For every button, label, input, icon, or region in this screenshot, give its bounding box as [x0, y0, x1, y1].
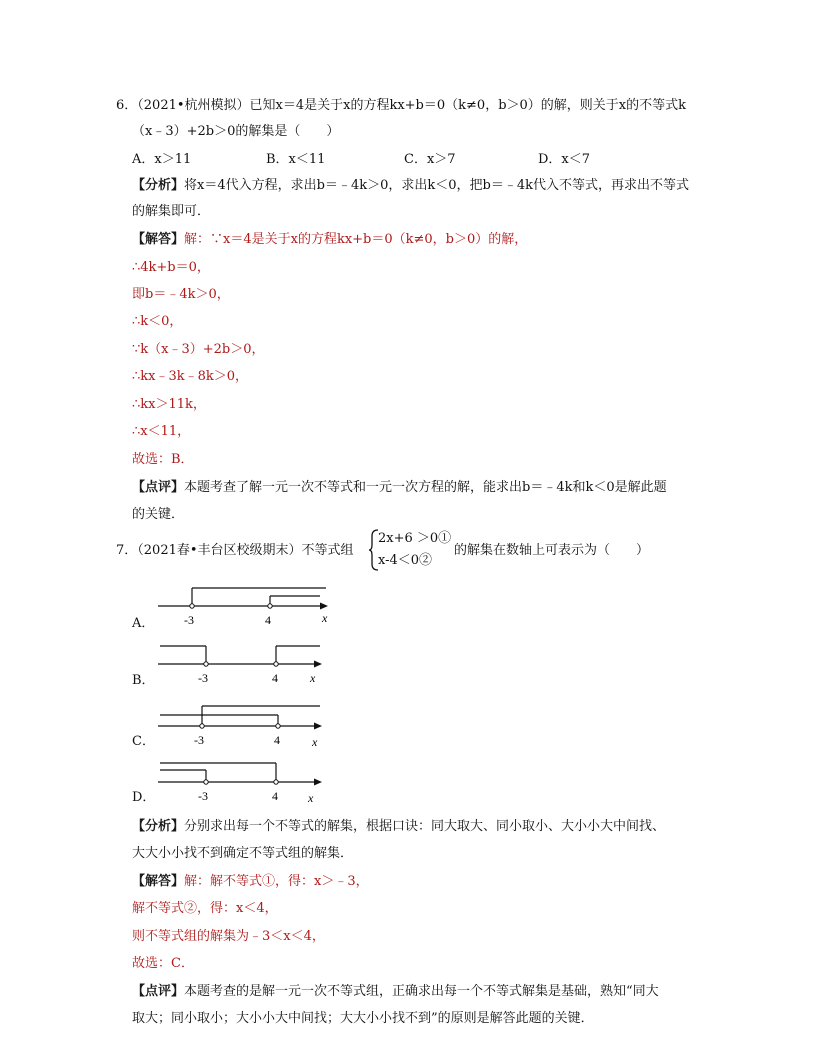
q6-answer-line-1: ∴4k+b＝0，: [132, 260, 210, 275]
tick-label-right: 4: [274, 733, 280, 747]
axis-label: x: [310, 671, 316, 685]
q6-analysis-text-1: 将x＝4代入方程，求出b＝﹣4k＞0，求出k＜0，把b＝﹣4k代入不等式，再求出不等式: [184, 178, 689, 193]
q6-analysis-line2: 的解集即可．: [132, 204, 211, 219]
tick-label-left: -3: [194, 733, 204, 747]
q6-answer-line-2: 即b＝﹣4k＞0，: [132, 287, 230, 302]
q6-answer-line-8: 故选：B．: [132, 452, 194, 467]
point-right: [268, 604, 272, 608]
q7-comment-line2: 取大；同小取小；大小小大中间找；大大小小找不到”的原则是解答此题的关键．: [132, 1011, 594, 1026]
analysis-tag: 【分析】: [132, 819, 185, 834]
tick-label-right: 4: [272, 789, 278, 803]
q6-option-a: A．x＞11: [132, 152, 192, 167]
q7-answer-line-2: 则不等式组的解集为﹣3＜x＜4，: [132, 929, 325, 944]
q7-option-d-letter: D．: [132, 790, 156, 805]
q7-option-c-letter: C．: [132, 734, 155, 749]
q7-stem-pre: 7．（2021春•丰台区校级期末）不等式组: [116, 543, 354, 558]
q7-comment: [132, 982, 659, 1002]
q7-stem-post: 的解集在数轴上可表示为（ ）: [454, 543, 650, 558]
q6-answer-line-0: [132, 230, 527, 250]
comment-tag: 【点评】: [132, 480, 185, 495]
q7-analysis-text-1: 分别求出每一个不等式的解集，根据口诀：同大取大、同小取小、大小小大中间找、: [184, 819, 666, 834]
point-left: [204, 662, 208, 666]
q6-option-b: B．x＜11: [266, 152, 326, 167]
q6-answer-line-6: ∴kx＞11k，: [132, 397, 206, 412]
point-right: [274, 662, 278, 666]
q7-option-b-letter: B．: [132, 673, 155, 688]
q7-answer-line-0: [132, 872, 369, 892]
comment-tag: 【点评】: [132, 984, 185, 999]
q7-option-b-numberline: [156, 642, 356, 694]
answer-tag: 【解答】: [132, 232, 185, 247]
point-left: [204, 780, 208, 784]
q6-answer-line-7: ∴x＜11，: [132, 424, 191, 439]
tick-label-right: 4: [272, 671, 278, 685]
q6-answer-text-0: 解：∵x＝4是关于x的方程kx+b＝0（k≠0，b＞0）的解，: [184, 232, 528, 247]
answer-tag: 【解答】: [132, 874, 185, 889]
q7-answer-text-0: 解：解不等式①，得：x＞﹣3，: [184, 874, 369, 889]
q6-stem-line1: 6．（2021•杭州模拟）已知x＝4是关于x的方程kx+b＝0（k≠0，b＞0）的解，则关于x的不等式k: [116, 98, 686, 113]
system-eq-2: x-4＜0②: [378, 553, 433, 568]
axis-arrow: [314, 661, 322, 668]
q6-option-d: D．x＜7: [538, 152, 591, 167]
q7-answer-line-1: 解不等式②，得：x＜4，: [132, 901, 278, 916]
inequality-system: [368, 528, 458, 572]
q6-comment: [132, 478, 667, 498]
point-left: [190, 604, 194, 608]
q7-comment-text-1: 本题考查的是解一元一次不等式组，正确求出每一个不等式解集是基础，熟知“同大: [184, 984, 659, 999]
q6-analysis: [132, 176, 689, 196]
point-right: [276, 724, 280, 728]
axis-arrow: [314, 723, 322, 730]
axis-arrow: [314, 779, 322, 786]
q7-option-a-letter: A．: [132, 616, 155, 631]
q7-option-c-numberline: [156, 702, 356, 754]
q6-answer-line-4: ∵k（x﹣3）+2b＞0，: [132, 342, 265, 357]
system-eq-1: 2x+6 ＞0①: [378, 531, 452, 546]
point-right: [274, 780, 278, 784]
axis-label: x: [312, 735, 318, 749]
q7-option-a-numberline: [156, 584, 356, 636]
q6-option-c: C．x＞7: [404, 152, 456, 167]
tick-label-left: -3: [198, 789, 208, 803]
tick-label-left: -3: [184, 613, 194, 627]
q6-answer-line-3: ∴k＜0，: [132, 314, 183, 329]
q6-comment-line2: 的关键．: [132, 507, 185, 522]
q6-answer-line-5: ∴kx﹣3k﹣8k＞0，: [132, 369, 249, 384]
q7-analysis: [132, 817, 665, 837]
q6-stem-line2: （x﹣3）+2b＞0的解集是（ ）: [132, 124, 340, 139]
tick-label-left: -3: [198, 671, 208, 685]
point-left: [200, 724, 204, 728]
axis-label: x: [308, 791, 314, 805]
analysis-tag: 【分析】: [132, 178, 185, 193]
axis-arrow: [320, 603, 328, 610]
q6-comment-text-1: 本题考查了解一元一次不等式和一元一次方程的解，能求出b＝﹣4k和k＜0是解此题: [184, 480, 667, 495]
q7-answer-line-3: 故选：C．: [132, 956, 194, 971]
tick-label-right: 4: [265, 613, 271, 627]
axis-label: x: [322, 611, 328, 625]
q7-option-d-numberline: [156, 758, 356, 810]
q7-analysis-line2: 大大小小找不到确定不等式组的解集．: [132, 846, 354, 861]
